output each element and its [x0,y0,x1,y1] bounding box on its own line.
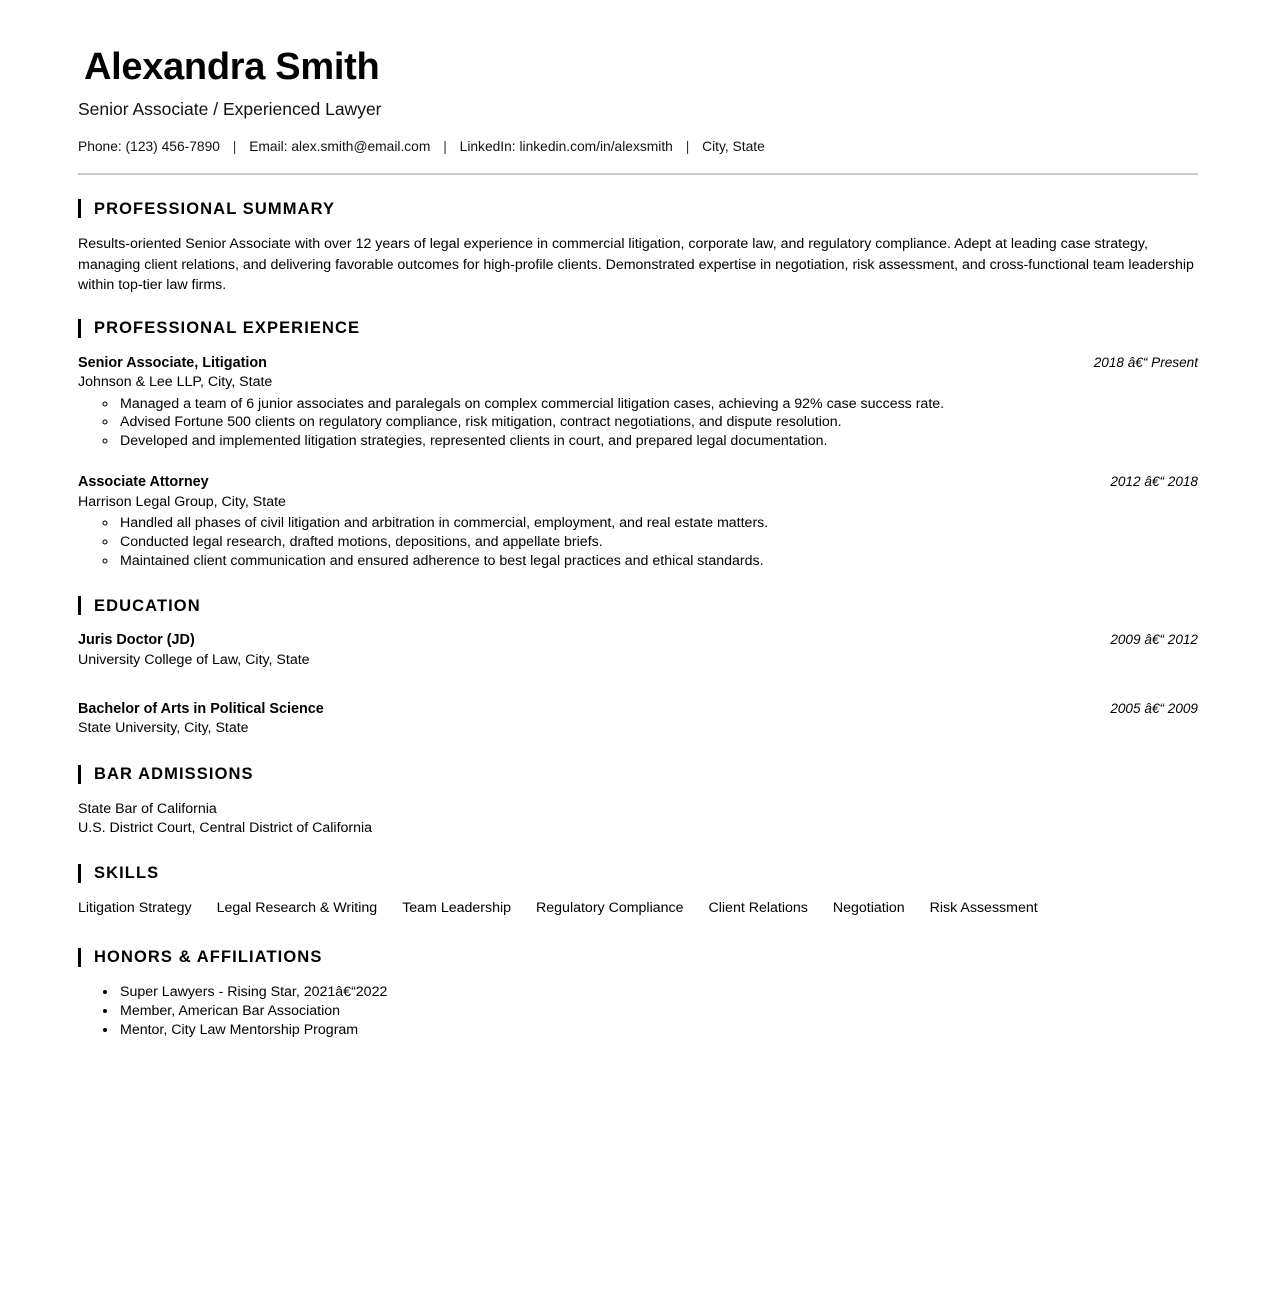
skill-item: Regulatory Compliance [536,899,684,916]
institution-name: University College of Law, City, State [78,651,310,668]
header-divider [78,173,1198,175]
bar-admissions-list [78,800,1198,838]
skill-item: Legal Research & Writing [216,899,378,916]
list-item: • Member, American Bar Association [118,1002,1198,1021]
education-entry [78,700,1198,739]
honors-list [78,983,1198,1040]
section-heading [78,199,1198,218]
section-accent-bar-icon [78,596,81,615]
section-title: PROFESSIONAL EXPERIENCE [94,319,361,338]
section-heading [78,765,1198,784]
degree-date-range: 2009 â€“ 2012 [1110,632,1198,648]
experience-list [78,354,1198,570]
section-title: SKILLS [94,864,160,883]
resume-header [78,46,1198,175]
employer-name: Johnson & Lee LLP, City, State [78,374,273,391]
experience-entry-header [78,354,1198,373]
list-item: • Super Lawyers - Rising Star, 2021â€“2022 [118,983,1198,1002]
skill-item: Negotiation [832,899,905,916]
contact-email: Email: alex.smith@email.com [249,138,431,154]
section-skills [78,864,1198,918]
section-accent-bar-icon [78,948,81,967]
job-title: Associate Attorney [78,474,209,491]
institution-name: State University, City, State [78,720,249,737]
list-item: U.S. District Court, Central District of California [78,819,373,836]
skill-item: Client Relations [708,899,808,916]
skill-item: Risk Assessment [929,899,1038,916]
section-title: HONORS & AFFILIATIONS [94,948,323,967]
job-responsibility-list [78,395,1198,452]
contact-separator: | [685,138,690,154]
list-item: ◦ Conducted legal research, drafted motions, depositions, and appellate briefs. [118,533,1198,552]
education-entry-header [78,700,1198,719]
section-education [78,596,1198,738]
contact-separator: | [232,138,237,154]
contact-location: City, State [702,138,765,154]
section-accent-bar-icon [78,199,81,218]
degree-date-range: 2005 â€“ 2009 [1110,701,1198,717]
contact-separator: | [443,138,447,154]
section-title: BAR ADMISSIONS [94,764,254,783]
skill-item: Litigation Strategy [78,899,192,916]
degree-title: Bachelor of Arts in Political Science [78,701,324,718]
candidate-subtitle: Senior Associate / Experienced Lawyer [78,98,382,119]
section-heading [78,319,1198,338]
list-item: • Mentor, City Law Mentorship Program [118,1021,1198,1040]
section-title: PROFESSIONAL SUMMARY [94,199,336,218]
section-title: EDUCATION [94,596,201,615]
section-professional-experience [78,319,1198,570]
contact-linkedin: LinkedIn: linkedin.com/in/alexsmith [459,138,673,154]
candidate-name: Alexandra Smith [84,46,380,88]
skill-item: Team Leadership [402,899,512,916]
experience-entry [78,473,1198,570]
experience-entry-header [78,473,1198,492]
list-item: ◦ Developed and implemented litigation strategies, represented clients in court, and prepared legal documentation. [118,432,1198,451]
section-professional-summary [78,199,1198,294]
section-honors-affiliations [78,948,1198,1040]
contact-line [78,138,1198,156]
list-item: ◦ Advised Fortune 500 clients on regulatory compliance, risk mitigation, contract negotiations, and dispute resolution. [118,413,1198,432]
job-responsibility-list [78,514,1198,571]
list-item: State Bar of California [78,800,217,817]
job-date-range: 2012 â€“ 2018 [1110,474,1198,490]
section-accent-bar-icon [78,864,81,883]
section-accent-bar-icon [78,765,81,784]
skills-list [78,899,1198,918]
list-item: ◦ Handled all phases of civil litigation and arbitration in commercial, employment, and real estate matters. [118,514,1198,533]
list-item: ◦ Maintained client communication and ensured adherence to best legal practices and ethical standards. [118,552,1198,571]
job-date-range: 2018 â€“ Present [1093,354,1198,370]
summary-text: Results-oriented Senior Associate with over 12 years of legal experience in commercial litigation, corporate law, and regulatory compliance. Adept at leading case strategy, managing client relations, and delivering favorable outcomes for high-profile clients. Demonstrated expertise in negotiation, risk assessment, and cross-functional team leadership within top-tier law firms. [78,236,1194,293]
list-item: ◦ Managed a team of 6 junior associates and paralegals on complex commercial litigation cases, achieving a 92% case success rate. [118,395,1198,414]
employer-name: Harrison Legal Group, City, State [78,493,286,510]
experience-entry [78,354,1198,451]
education-entry [78,631,1198,670]
education-entry-header [78,631,1198,650]
section-heading [78,948,1198,967]
contact-phone: Phone: (123) 456-7890 [78,138,220,154]
section-bar-admissions [78,765,1198,838]
job-title: Senior Associate, Litigation [78,354,267,371]
section-heading [78,864,1198,883]
degree-title: Juris Doctor (JD) [78,632,195,649]
section-accent-bar-icon [78,319,81,338]
section-heading [78,596,1198,615]
